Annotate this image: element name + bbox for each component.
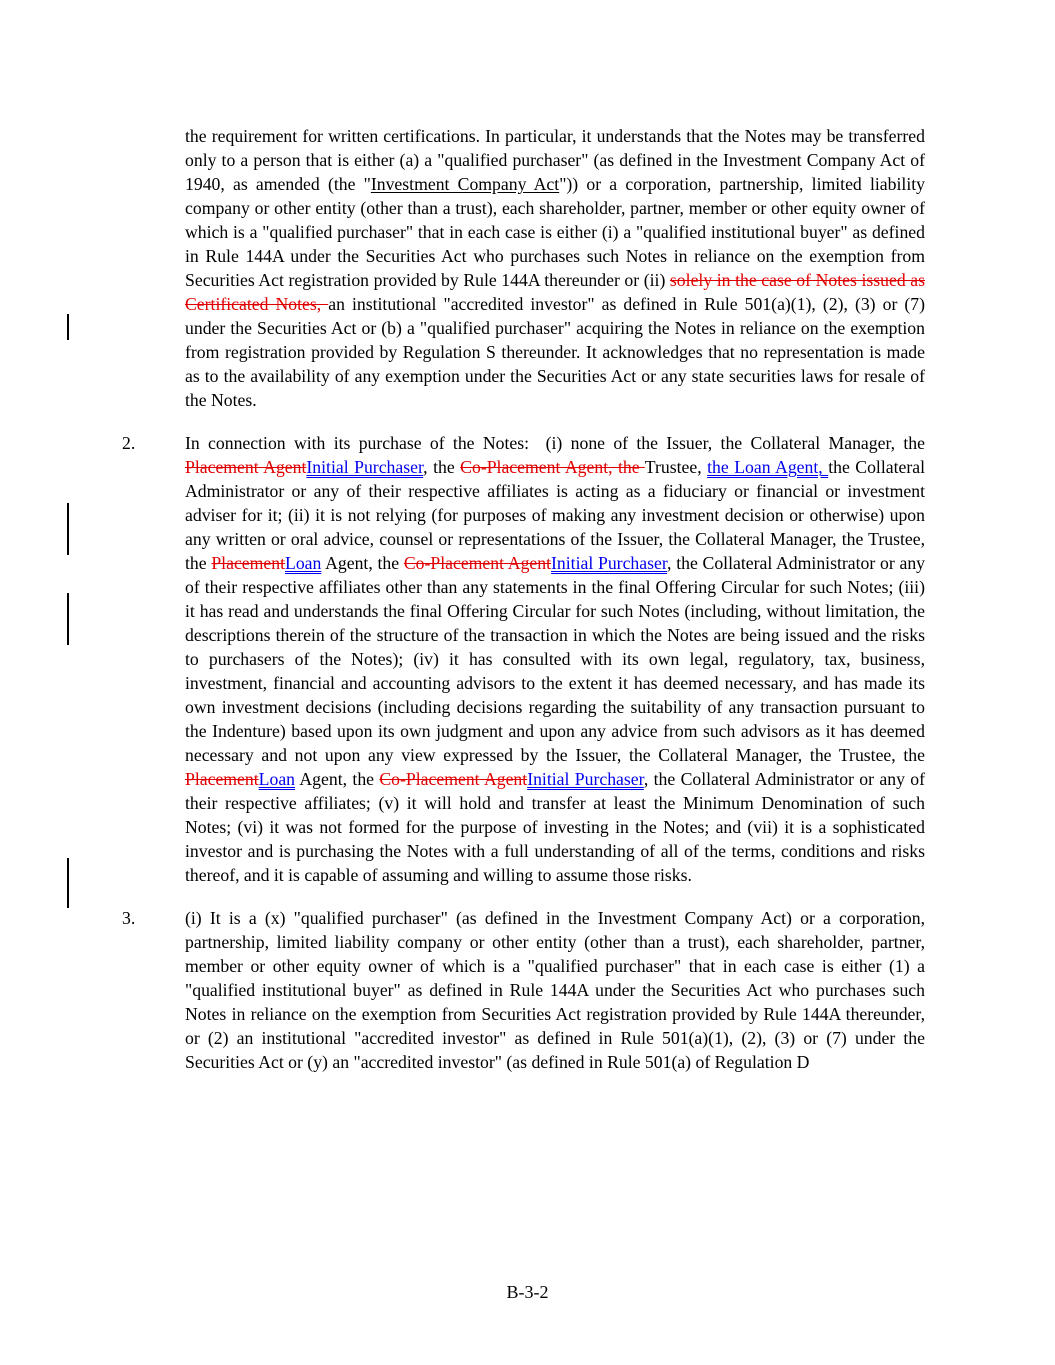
text-run: , the Collateral Administrator or any of their respective affiliates other than any statements in the final Offering Circular for such Notes; (iii) it has read and understands the final Offering Circular for such Notes (including, without limitation, the descriptions therein of the structure of the transaction in which the Notes are being issued and the risks to purchasers of the Notes); (iv) it has consulted with its own legal, regulatory, tax, business, investment, financial and accounting advisors to the extent it has deemed necessary, and has made its own investment decisions (including decisions regarding the suitability of any transaction pursuant to the Indenture) based upon its own judgment and upon any advice from such advisors as it has deemed necessary and not upon any view expressed by the Issuer, the Collateral Manager, the Trustee, the xyxy=(185,553,926,765)
text-run: (i) It is a (x) "qualified purchaser" (as defined in the Investment Company Act) or a corporation, partnership, limited liability company or other entity (other than a trust), each shareholder, partner, member or other equity owner of which is a "qualified purchaser" that in each case is either (1) a "qualified institutional buyer" as defined in Rule 144A under the Securities Act who purchases such Notes in reliance on the exemption from Securities Act registration provided by Rule 144A thereunder, or (2) an institutional "accredited investor" as defined in Rule 501(a)(1), (2), (3) or (7) under the Securities Act or (y) an "accredited investor" (as defined in Rule 501(a) of Regulation D xyxy=(185,908,925,1072)
deleted-text: solely in the case of Notes issued as Certificated Notes, xyxy=(185,270,925,314)
paragraph-number: 2. xyxy=(122,433,136,453)
change-bar xyxy=(67,314,69,340)
paragraph-number: 3. xyxy=(122,908,136,928)
paragraph xyxy=(122,431,926,887)
inserted-text: Initial Purchaser xyxy=(527,769,644,789)
inserted-text: Loan xyxy=(285,553,322,573)
inserted-text: Initial Purchaser xyxy=(551,553,668,573)
deleted-text: Placement xyxy=(185,769,259,789)
deleted-text: Co-Placement Agent, the xyxy=(460,457,645,477)
deleted-text: Placement Agent xyxy=(185,457,307,477)
change-bar xyxy=(67,593,69,645)
change-bar xyxy=(67,858,69,908)
deleted-text: Placement xyxy=(211,553,286,573)
text-run: Agent, the xyxy=(321,553,404,573)
text-run: , the Collateral Administrator or any of their respective affiliates; (v) it will hold and transfer at least the Minimum Denomination of such Notes; (vi) it was not formed for the purpose of investing in the Notes; and (vii) it is a sophisticated investor and is purchasing the Notes with a full understanding of all of the terms, conditions and risks thereof, and it is capable of assuming and willing to assume those risks. xyxy=(185,769,925,885)
defined-term: Investment Company Act xyxy=(370,174,560,194)
paragraph xyxy=(122,906,925,1074)
text-run: , the xyxy=(423,457,461,477)
text-run: the requirement for written certifications. In particular, it understands that the Notes may be transferred only to a person that is either (a) a "qualified purchaser" (as defined in the Investment Company Act of 1940, as amended (the " xyxy=(185,126,925,194)
paragraph xyxy=(185,124,925,412)
text-run: Trustee, xyxy=(644,457,708,477)
document-body xyxy=(122,124,926,1093)
text-run: In connection with its purchase of the Notes: (i) none of the Issuer, the Collateral Manager, the xyxy=(185,433,925,453)
text-run: an institutional "accredited investor" as defined in Rule 501(a)(1), (2), (3) or (7) under the Securities Act or (b) a "qualified purchaser" acquiring the Notes in reliance on the exemption from registration provided by Regulation S thereunder. It acknowledges that no representation is made as to the availability of any exemption under the Securities Act or any state securities laws for resale of the Notes. xyxy=(185,294,925,410)
change-bar xyxy=(67,503,69,555)
inserted-text: Loan xyxy=(258,769,296,789)
deleted-text: Co-Placement Agent xyxy=(403,553,552,573)
text-run: Agent, the xyxy=(295,769,380,789)
text-run: ")) or a corporation, partnership, limited liability company or other entity (other than a trust), each shareholder, partner, member or other equity owner of which is a "qualified purchaser" that in each case is either (i) a "qualified institutional buyer" as defined in Rule 144A under the Securities Act who purchases such Notes in reliance on the exemption from Securities Act registration provided by Rule 144A thereunder or (ii) xyxy=(185,174,925,290)
deleted-text: Co-Placement Agent xyxy=(379,769,528,789)
inserted-text: the Loan Agent, xyxy=(707,457,829,477)
text-run: the Collateral Administrator or any of their respective affiliates is acting as a fiduciary or financial or investment adviser for it; (ii) it is not relying (for purposes of making any investment decision or otherwise) upon any written or oral advice, counsel or representations of the Issuer, the Collateral Manager, the Trustee, the xyxy=(185,457,926,573)
inserted-text: Initial Purchaser xyxy=(306,457,424,477)
page-number: B-3-2 xyxy=(506,1282,549,1302)
